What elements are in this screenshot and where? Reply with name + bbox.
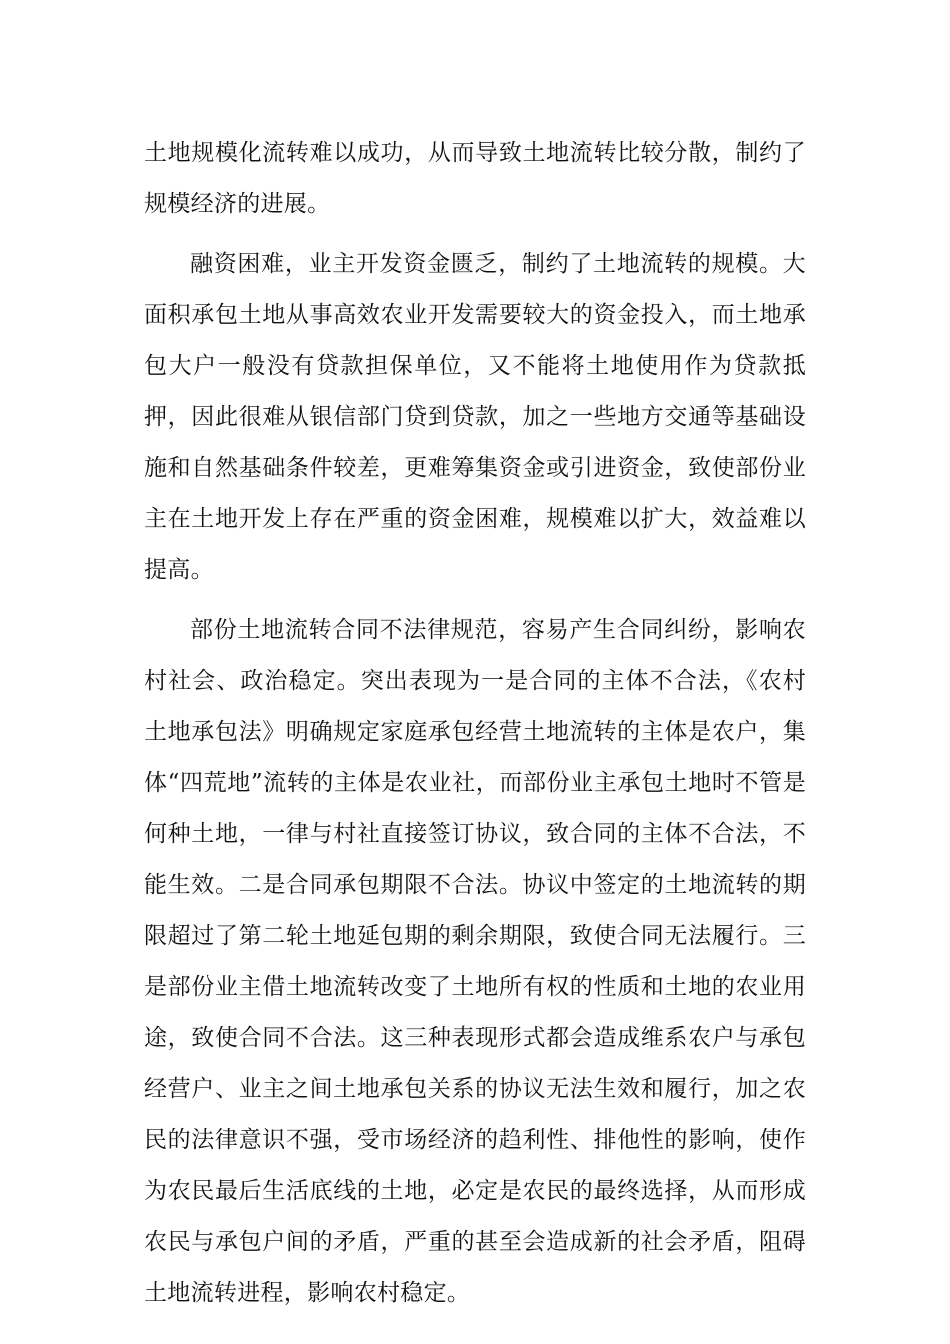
paragraph-continuation: 土地规模化流转难以成功，从而导致土地流转比较分散，制约了规模经济的进展。 — [144, 140, 806, 217]
paragraph-financing-difficulty: 融资困难，业主开发资金匮乏，制约了土地流转的规模。大面积承包土地从事高效农业开发需要较大的资金投入，而土地承包大户一般没有贷款担保单位，又不能将土地使用作为贷款抵押，因此很难从银信部门贷到贷款，加之一些地方交通等基础设施和自然基础条件较差，更难筹集资金或引进资金，致使部份业主在土地开发上存在严重的资金困难，规模难以扩大，效益难以提高。 — [144, 251, 806, 583]
paragraph-contract-issues: 部份土地流转合同不法律规范，容易产生合同纠纷，影响农村社会、政治稳定。突出表现为一是合同的主体不合法，《农村土地承包法》明确规定家庭承包经营土地流转的主体是农户，集体“四荒地”流转的主体是农业社，而部份业主承包土地时不管是何种土地，一律与村社直接签订协议，致合同的主体不合法，不能生效。二是合同承包期限不合法。协议中签定的土地流转的期限超过了第二轮土地延包期的剩余期限，致使合同无法履行。三是部份业主借土地流转改变了土地所有权的性质和土地的农业用途，致使合同不合法。这三种表现形式都会造成维系农户与承包经营户、业主之间土地承包关系的协议无法生效和履行，加之农民的法律意识不强，受市场经济的趋利性、排他性的影响，使作为农民最后生活底线的土地，必定是农民的最终选择，从而形成农民与承包户间的矛盾，严重的甚至会造成新的社会矛盾，阻碍土地流转进程，影响农村稳定。 — [144, 617, 806, 1306]
document-body — [144, 128, 806, 1319]
